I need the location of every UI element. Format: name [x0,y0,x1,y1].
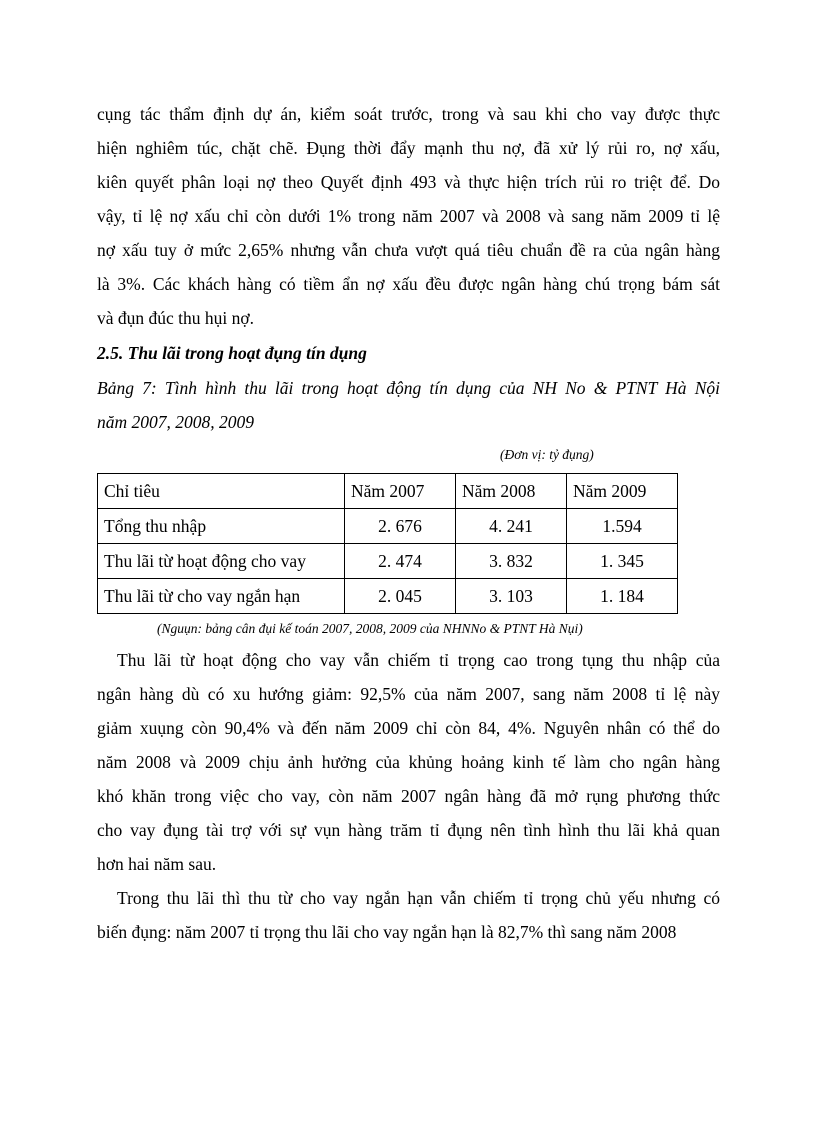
table-row [98,579,678,614]
body-line: giảm xuụng còn 90,4% và đến năm 2009 chỉ còn 84, 4%. Nguyên nhân có thể do [97,718,720,738]
table-header-row [98,474,678,509]
intro-line: vậy, tỉ lệ nợ xấu chỉ còn dưới 1% trong năm 2007 và 2008 và sang năm 2009 tỉ lệ [97,206,720,226]
intro-line: cụng tác thẩm định dự án, kiểm soát trước, trong và sau khi cho vay được thực [97,104,720,124]
body-line: Thu lãi từ hoạt động cho vay vẫn chiếm tỉ trọng cao trong tụng thu nhập của [117,650,720,670]
body-line: hơn hai năm sau. [97,854,217,874]
table-cell: 2. 474 [345,544,456,579]
table-cell: 1.594 [567,509,678,544]
section-heading: 2.5. Thu lãi trong hoạt đụng tín dụng [97,343,367,363]
intro-line: kiên quyết phân loại nợ theo Quyết định 493 và thực hiện trích rủi ro triệt để. Do [97,172,720,192]
intro-line: nợ xấu tuy ở mức 2,65% nhưng vẫn chưa vượt quá tiêu chuẩn đề ra của ngân hàng [97,240,720,260]
intro-line: và đụn đúc thu hụi nợ. [97,308,255,328]
table-cell: 1. 184 [567,579,678,614]
row-label: Thu lãi từ hoạt động cho vay [98,544,345,579]
header-cell: Chỉ tiêu [98,474,345,509]
table-cell: 2. 045 [345,579,456,614]
body-line: ngân hàng dù có xu hướng giảm: 92,5% của năm 2007, sang năm 2008 tỉ lệ này [97,684,720,704]
table-row [98,509,678,544]
unit-note: (Đơn vị: tỷ đụng) [500,447,594,462]
table-cell: 2. 676 [345,509,456,544]
body-line: cho vay đụng tài trợ với sự vụn hàng trăm tỉ đụng nên tình hình thu lãi khả quan [97,820,720,840]
intro-line: là 3%. Các khách hàng có tiềm ẩn nợ xấu đều được ngân hàng chú trọng bám sát [97,274,720,294]
body-line: Trong thu lãi thì thu từ cho vay ngắn hạn vẫn chiếm tỉ trọng chủ yếu nhưng có [117,888,720,908]
table-cell: 3. 832 [456,544,567,579]
table-cell: 1. 345 [567,544,678,579]
body-line: năm 2008 và 2009 chịu ảnh hưởng của khủng hoảng kinh tế làm cho ngân hàng [97,752,720,772]
table-row [98,544,678,579]
header-cell: Năm 2009 [567,474,678,509]
table-caption-cont: năm 2007, 2008, 2009 [97,412,255,432]
table-cell: 4. 241 [456,509,567,544]
row-label: Tổng thu nhập [98,509,345,544]
row-label: Thu lãi từ cho vay ngắn hạn [98,579,345,614]
table-caption: Bảng 7: Tình hình thu lãi trong hoạt động tín dụng của NH No & PTNT Hà Nội [97,378,720,398]
income-table [97,473,678,614]
table-cell: 3. 103 [456,579,567,614]
source-note: (Nguụn: bảng cân đụi kế toán 2007, 2008, 2009 của NHNNo & PTNT Hà Nụi) [157,621,583,636]
header-cell: Năm 2008 [456,474,567,509]
intro-line: hiện nghiêm túc, chặt chẽ. Đụng thời đẩy mạnh thu nợ, đã xử lý rủi ro, nợ xấu, [97,138,720,158]
header-cell: Năm 2007 [345,474,456,509]
body-line: khó khăn trong việc cho vay, còn năm 2007 ngân hàng đã mở rụng phương thức [97,786,720,806]
body-line: biến đụng: năm 2007 tỉ trọng thu lãi cho vay ngắn hạn là 82,7% thì sang năm 2008 [97,922,677,942]
